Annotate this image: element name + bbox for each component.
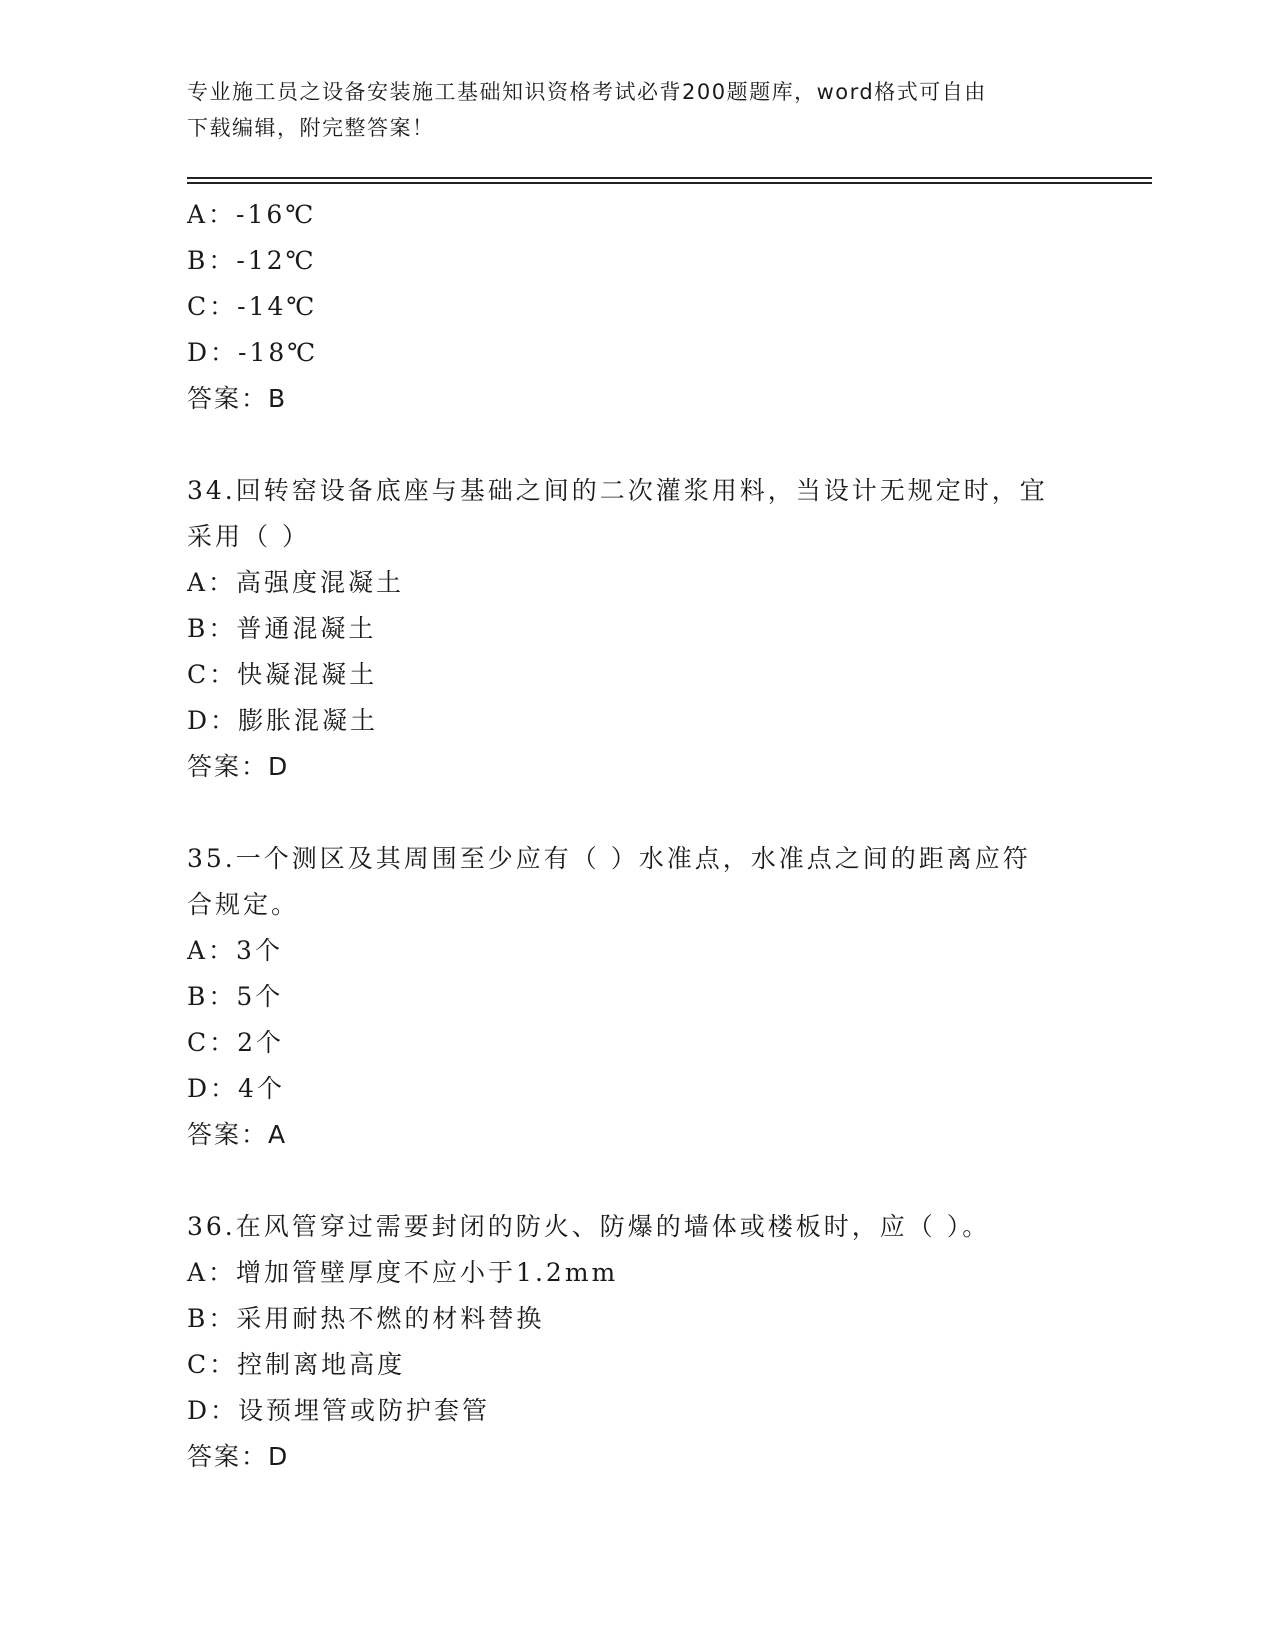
- question-list: [187, 192, 1087, 1480]
- spacer: [187, 790, 1087, 836]
- question-34: [187, 468, 1087, 790]
- answer-label: 答案：D: [187, 1442, 290, 1471]
- question-text: 35.一个测区及其周围至少应有（ ）水准点，水准点之间的距离应符: [187, 844, 1031, 873]
- option-a: A：高强度混凝土: [187, 568, 405, 597]
- option-b: B：采用耐热不燃的材料替换: [187, 1304, 545, 1333]
- option-d: D：设预埋管或防护套管: [187, 1396, 491, 1425]
- question-text: 36.在风管穿过需要封闭的防火、防爆的墙体或楼板时，应（ ）。: [187, 1212, 991, 1241]
- document-header: [187, 74, 1087, 146]
- option-d: D：膨胀混凝土: [187, 706, 379, 735]
- option-d: D：4个: [187, 1074, 285, 1103]
- header-line-2: 下载编辑，附完整答案！: [187, 116, 435, 140]
- header-line-1: 专业施工员之设备安装施工基础知识资格考试必背200题题库，word格式可自由: [187, 80, 987, 104]
- option-a: A：-16℃: [187, 200, 317, 229]
- option-b: B：5个: [187, 982, 284, 1011]
- question-text: 34.回转窑设备底座与基础之间的二次灌浆用料，当设计无规定时，宜: [187, 476, 1048, 505]
- header-divider-top: [187, 177, 1152, 179]
- option-b: B：-12℃: [187, 246, 317, 275]
- option-c: C：快凝混凝土: [187, 660, 378, 689]
- option-c: C：2个: [187, 1028, 285, 1057]
- spacer: [187, 422, 1087, 468]
- answer-label: 答案：A: [187, 1120, 288, 1149]
- answer-label: 答案：D: [187, 752, 290, 781]
- spacer: [187, 1158, 1087, 1204]
- option-b: B：普通混凝土: [187, 614, 377, 643]
- question-33-continued: [187, 192, 1087, 422]
- option-a: A：3个: [187, 936, 283, 965]
- answer-label: 答案：B: [187, 384, 288, 413]
- question-text-continued: 采用（ ）: [187, 522, 310, 551]
- header-divider-bottom: [187, 182, 1152, 184]
- option-c: C：控制离地高度: [187, 1350, 406, 1379]
- option-a: A：增加管壁厚度不应小于1.2mm: [187, 1258, 619, 1287]
- question-35: [187, 836, 1087, 1158]
- option-d: D：-18℃: [187, 338, 319, 367]
- question-text-continued: 合规定。: [187, 890, 300, 919]
- question-36: [187, 1204, 1087, 1480]
- option-c: C：-14℃: [187, 292, 318, 321]
